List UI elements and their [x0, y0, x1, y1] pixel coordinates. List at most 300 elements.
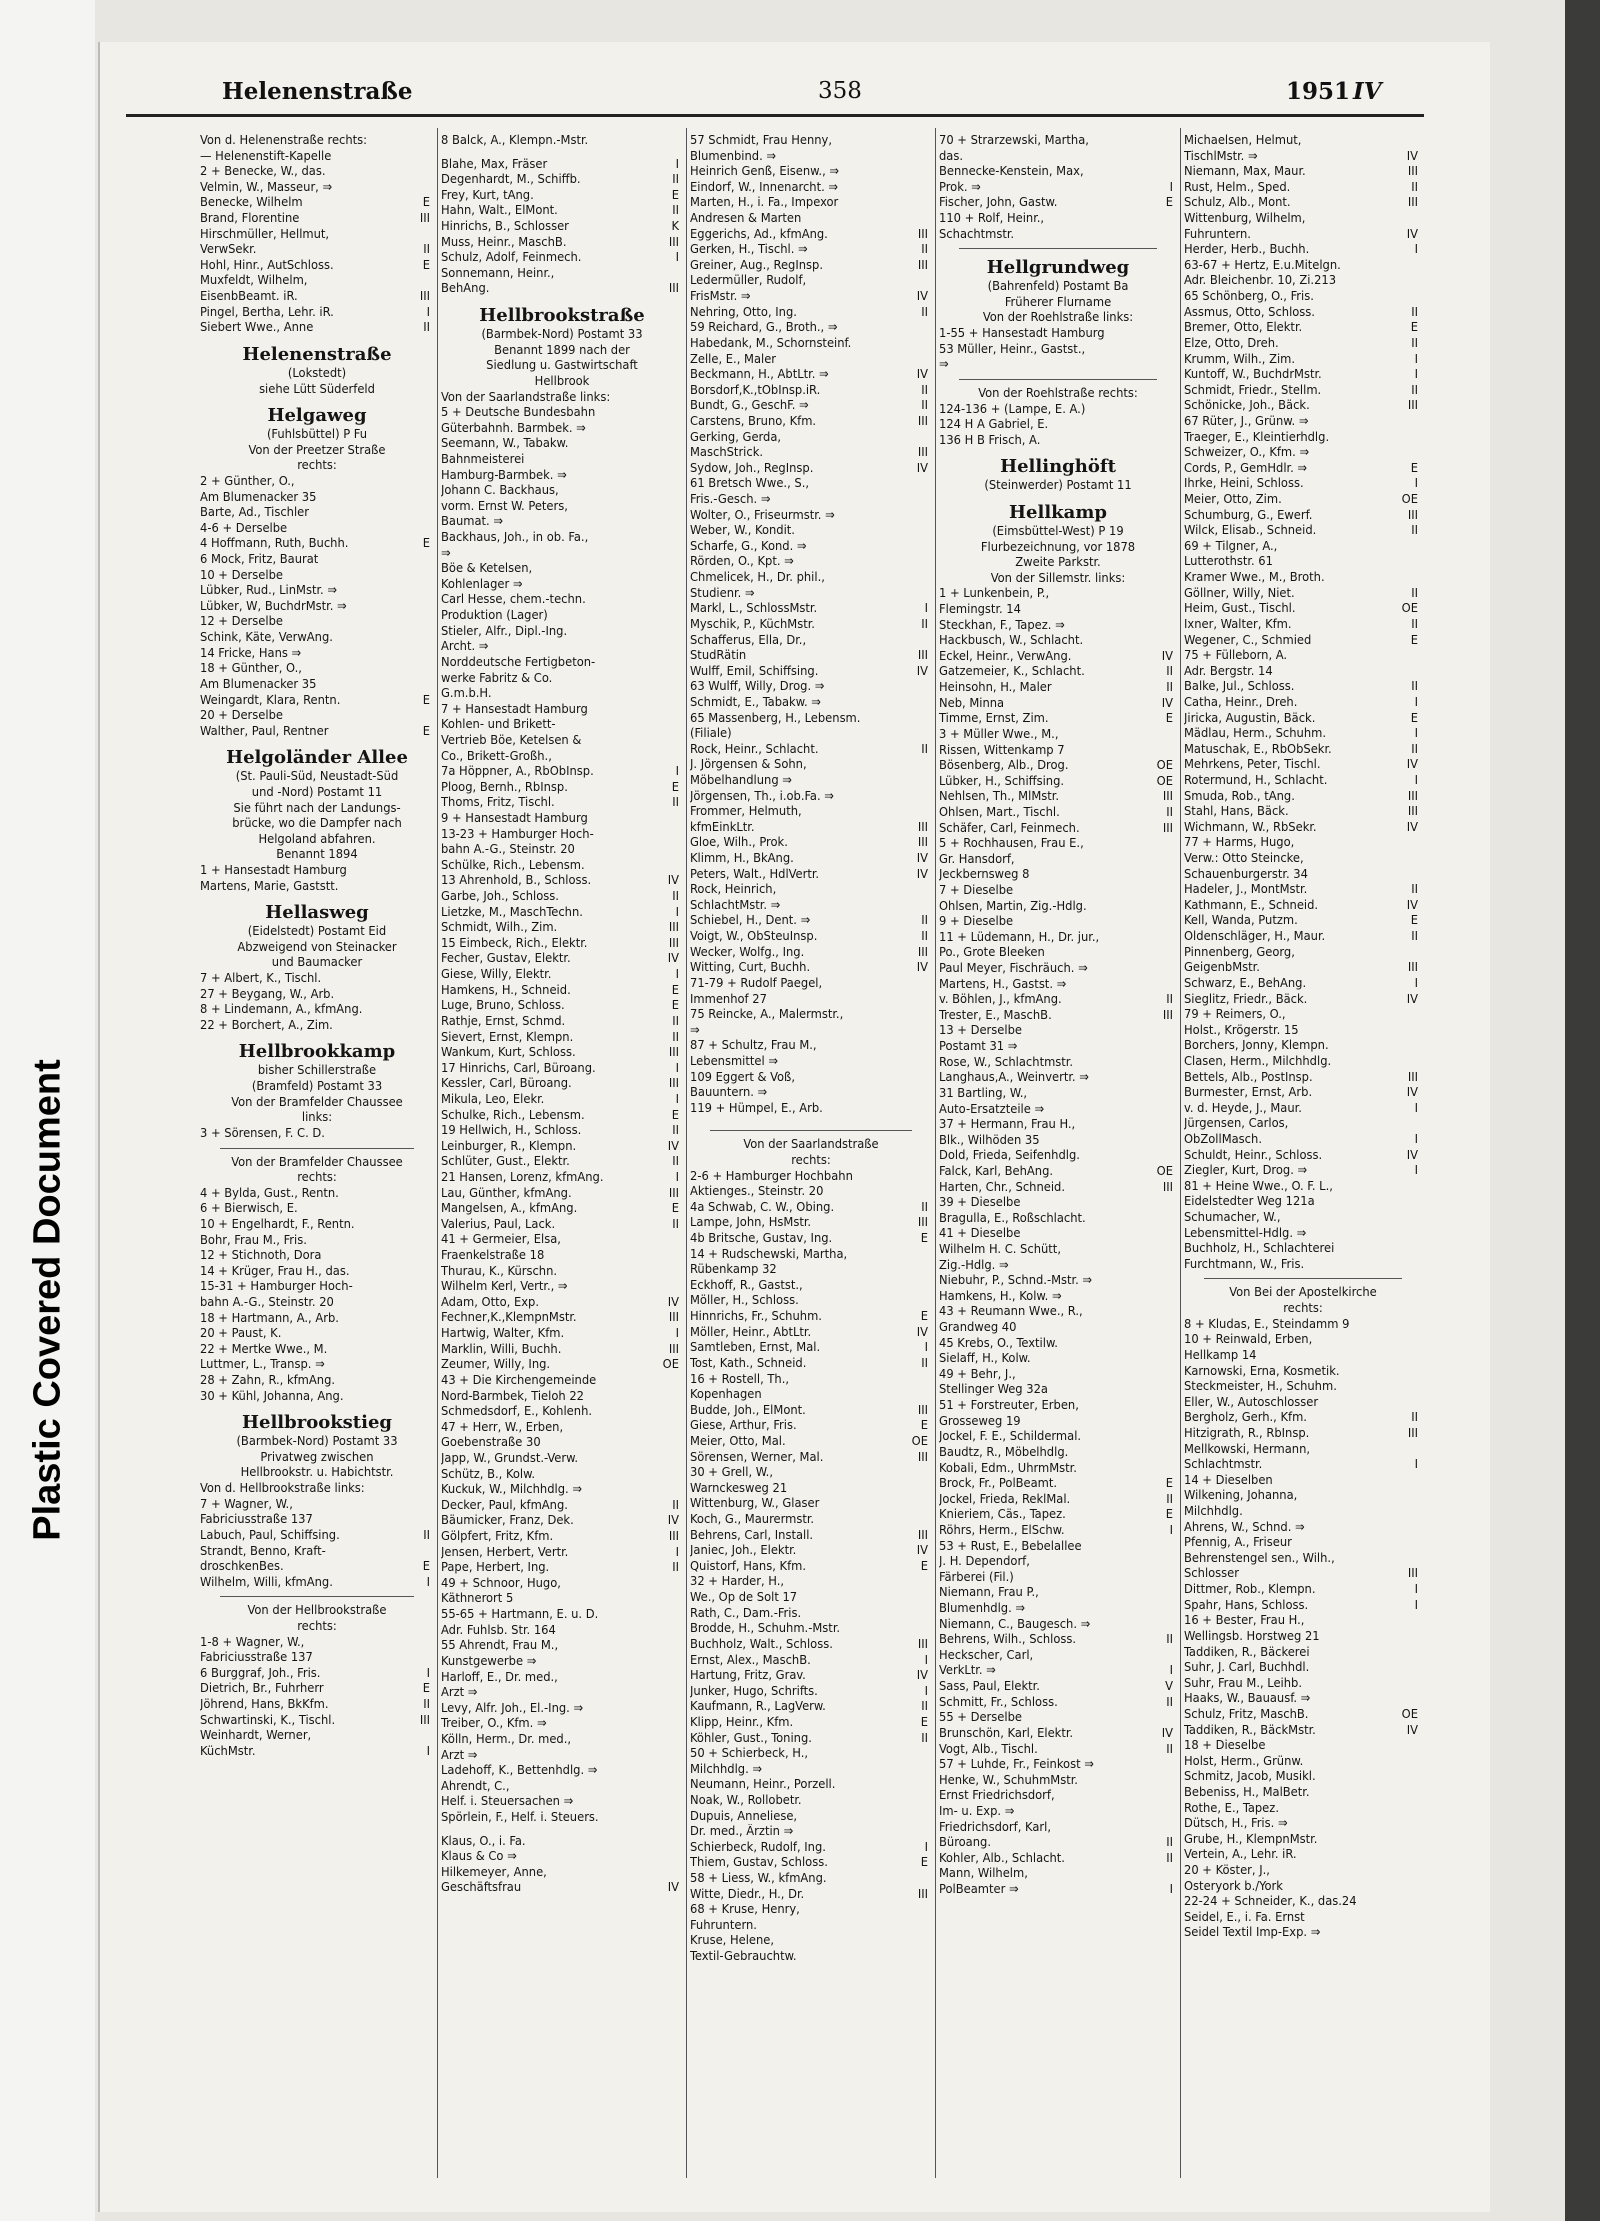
entry-text: Wittenburg, W., Glaser: [690, 1496, 820, 1512]
entry-text: Helenenstraße: [242, 343, 392, 365]
entry-text: Cords, P., GemHdlr. ⇒: [1184, 460, 1308, 476]
entry-text: Kobali, Edm., UhrmMstr.: [939, 1460, 1077, 1476]
directory-entry: [200, 1018, 434, 1034]
directory-entry: [1184, 1395, 1422, 1411]
floor-code: E: [1165, 195, 1173, 211]
floor-code: II: [1166, 1694, 1173, 1710]
directory-column-5: [1184, 133, 1422, 2221]
entry-text: Schulz, Alb., Mont.: [1184, 195, 1291, 211]
directory-entry: [1184, 1894, 1422, 1910]
entry-text: Steckmeister, H., Schuhm.: [1184, 1379, 1337, 1395]
directory-entry: [1184, 1645, 1422, 1661]
entry-text: Gr. Hansdorf,: [939, 851, 1015, 867]
directory-entry: [1184, 149, 1422, 165]
entry-text: Levy, Alfr. Joh., El.-Ing. ⇒: [441, 1700, 584, 1716]
directory-entry: [939, 961, 1177, 977]
entry-text: Abzweigend von Steinacker: [237, 939, 397, 955]
entry-text: Johann C. Backhaus,: [441, 483, 559, 499]
street-note: [939, 571, 1177, 587]
directory-entry: [441, 1654, 683, 1670]
entry-text: 13 + Derselbe: [939, 1023, 1022, 1039]
floor-code: I: [1169, 1881, 1173, 1897]
entry-text: Co., Brikett-Großh.,: [441, 748, 552, 764]
directory-entry: [690, 1387, 932, 1403]
entry-text: Bragulla, E., Roßschlacht.: [939, 1210, 1086, 1226]
entry-text: Bösenberg, Alb., Drog.: [939, 758, 1069, 774]
directory-entry: [1184, 882, 1422, 898]
directory-entry: [441, 530, 683, 546]
directory-entry: [939, 945, 1177, 961]
entry-text: Archt. ⇒: [441, 639, 489, 655]
directory-entry: [939, 180, 1177, 196]
directory-entry: [690, 242, 932, 258]
entry-text: 63-67 + Hertz, E.u.Mitelgn.: [1184, 257, 1341, 273]
directory-entry: [690, 1054, 932, 1070]
entry-text: Luttmer, L., Transp. ⇒: [200, 1357, 325, 1373]
directory-entry: [690, 1418, 932, 1434]
directory-entry: [1184, 336, 1422, 352]
entry-text: Junker, Hugo, Schrifts.: [690, 1683, 818, 1699]
entry-text: rechts:: [297, 458, 337, 474]
directory-entry: [690, 773, 932, 789]
entry-text: EisenbBeamt. iR.: [200, 289, 298, 305]
entry-text: VerwSekr.: [200, 242, 257, 258]
entry-text: (St. Pauli-Süd, Neustadt-Süd: [235, 769, 399, 785]
entry-text: Siedlung u. Gastwirtschaft: [486, 358, 638, 374]
directory-entry: [200, 1697, 434, 1713]
directory-entry: [441, 1529, 683, 1545]
directory-entry: [690, 1278, 932, 1294]
street-note: [200, 785, 434, 801]
floor-code: I: [426, 1665, 430, 1681]
entry-text: Hackbusch, W., Schlacht.: [939, 633, 1084, 649]
entry-text: Geschäftsfrau: [441, 1880, 522, 1896]
entry-text: Kell, Wanda, Putzm.: [1184, 913, 1298, 929]
entry-text: Bäumicker, Franz, Dek.: [441, 1513, 574, 1529]
entry-text: 43 + Reumann Wwe., R.,: [939, 1304, 1083, 1320]
directory-entry: [690, 601, 932, 617]
entry-text: Fechner,K.,KlempnMstr.: [441, 1310, 577, 1326]
floor-code: I: [924, 1683, 928, 1699]
entry-text: 8 + Lindemann, A., kfmAng.: [200, 1002, 363, 1018]
floor-code: E: [422, 1681, 430, 1697]
entry-text: Bauuntern. ⇒: [690, 1085, 768, 1101]
entry-text: 30 + Kühl, Johanna, Ang.: [200, 1388, 344, 1404]
directory-entry: [441, 1076, 683, 1092]
directory-entry: [1184, 773, 1422, 789]
floor-code: I: [675, 904, 679, 920]
entry-text: MaschStrick.: [690, 445, 764, 461]
floor-code: II: [1411, 741, 1418, 757]
directory-entry: [939, 1445, 1177, 1461]
directory-entry: [1184, 320, 1422, 336]
entry-text: 57 Schmidt, Frau Henny,: [690, 133, 833, 148]
directory-entry: [441, 936, 683, 952]
directory-entry: [939, 133, 1177, 149]
directory-entry: [1184, 1582, 1422, 1598]
floor-code: II: [921, 382, 928, 398]
directory-entry: [1184, 1007, 1422, 1023]
floor-code: I: [1414, 1100, 1418, 1116]
directory-entry: [939, 149, 1177, 165]
entry-text: 55 + Derselbe: [939, 1710, 1022, 1726]
directory-entry: [690, 430, 932, 446]
entry-text: Milchhdlg. ⇒: [690, 1761, 763, 1777]
directory-entry: [690, 789, 932, 805]
entry-text: Garbe, Joh., Schloss.: [441, 889, 559, 905]
entry-text: 68 + Kruse, Henry,: [690, 1902, 800, 1918]
directory-entry: [1184, 398, 1422, 414]
directory-entry: [939, 1757, 1177, 1773]
directory-entry: [939, 1055, 1177, 1071]
floor-code: III: [917, 1636, 928, 1652]
directory-entry: [690, 1637, 932, 1653]
floor-code: OE: [911, 1433, 928, 1449]
entry-text: Hellgrundweg: [986, 257, 1130, 279]
directory-entry: [690, 1293, 932, 1309]
entry-text: 27 + Beygang, W., Arb.: [200, 986, 335, 1002]
floor-code: III: [1162, 1007, 1173, 1023]
entry-text: 3 + Müller Wwe., M.,: [939, 726, 1059, 742]
entry-text: 30 + Grell, W.,: [690, 1465, 773, 1481]
entry-text: Pingel, Bertha, Lehr. iR.: [200, 304, 334, 320]
floor-code: III: [668, 281, 679, 297]
entry-text: Arzt ⇒: [441, 1685, 478, 1701]
directory-entry: [939, 1195, 1177, 1211]
entry-text: Labuch, Paul, Schiffsing.: [200, 1527, 340, 1543]
directory-entry: [690, 648, 932, 664]
entry-text: Von der Roehlstraße links:: [982, 310, 1134, 326]
directory-entry: [1184, 851, 1422, 867]
floor-code: OE: [1156, 1163, 1173, 1179]
entry-text: Fuhruntern.: [690, 1917, 757, 1933]
entry-text: Niebuhr, P., Schnd.-Mstr. ⇒: [939, 1273, 1093, 1289]
entry-text: Lübker, H., Schiffsing.: [939, 773, 1065, 789]
entry-text: Hellinghöft: [1000, 456, 1116, 478]
street-note: [939, 386, 1177, 402]
directory-entry: [939, 1429, 1177, 1445]
street-note: [939, 279, 1177, 295]
entry-text: 124 H A Gabriel, E.: [939, 417, 1049, 433]
directory-entry: [690, 1372, 932, 1388]
entry-text: Paul Meyer, Fischräuch. ⇒: [939, 961, 1088, 977]
directory-entry: [441, 1061, 683, 1077]
directory-entry: [441, 514, 683, 530]
directory-entry: [939, 1835, 1177, 1851]
street-note: [1184, 1285, 1422, 1301]
floor-code: E: [920, 1558, 928, 1574]
entry-text: Martens, Marie, Gaststt.: [200, 878, 339, 894]
floor-code: OE: [1401, 492, 1418, 508]
street-note: [200, 382, 434, 398]
entry-text: Jürgensen, Carlos,: [1184, 1116, 1289, 1132]
directory-entry: [1184, 929, 1422, 945]
floor-code: II: [1166, 1632, 1173, 1648]
directory-entry: [1184, 1488, 1422, 1504]
directory-entry: [200, 289, 434, 305]
directory-entry: [441, 1123, 683, 1139]
directory-entry: [200, 1342, 434, 1358]
floor-code: III: [917, 413, 928, 429]
directory-entry: [690, 929, 932, 945]
entry-text: Leinburger, R., Klempn.: [441, 1138, 577, 1154]
entry-text: Burmester, Ernst, Arb.: [1184, 1085, 1313, 1101]
entry-text: Adr. Fuhlsb. Str. 164: [441, 1622, 556, 1638]
floor-code: I: [675, 156, 679, 172]
directory-entry: [1184, 804, 1422, 820]
entry-text: Kuntoff, W., BuchdrMstr.: [1184, 367, 1322, 383]
directory-entry: [690, 273, 932, 289]
entry-text: Schülke, Rich., Lebensm.: [441, 857, 585, 873]
directory-entry: [441, 421, 683, 437]
directory-entry: [939, 1289, 1177, 1305]
entry-text: Stahl, Hans, Bäck.: [1184, 804, 1289, 820]
directory-entry: [939, 1008, 1177, 1024]
entry-text: Aktienges., Steinstr. 20: [690, 1184, 824, 1200]
entry-text: Möbelhandlung ⇒: [690, 772, 792, 788]
floor-code: II: [1411, 179, 1418, 195]
entry-text: Niemann, C., Baugesch. ⇒: [939, 1616, 1091, 1632]
entry-text: Sass, Paul, Elektr.: [939, 1679, 1040, 1695]
directory-entry: [1184, 711, 1422, 727]
floor-code: E: [920, 1309, 928, 1325]
entry-text: 31 Bartling, W.,: [939, 1085, 1028, 1101]
entry-text: 59 Reichard, G., Broth., ⇒: [690, 320, 838, 336]
directory-entry: [441, 483, 683, 499]
entry-text: Hilkemeyer, Anne,: [441, 1864, 547, 1880]
entry-text: 58 + Liess, W., kfmAng.: [690, 1871, 827, 1887]
entry-text: Sie führt nach der Landungs-: [233, 800, 401, 816]
directory-entry: [200, 552, 434, 568]
floor-code: II: [921, 913, 928, 929]
entry-text: Hellbrookstraße: [479, 305, 645, 327]
entry-text: Behrenstengel sen., Wilh.,: [1184, 1550, 1335, 1566]
entry-text: Goebenstraße 30: [441, 1435, 541, 1451]
entry-text: Holst, Herm., Grünw.: [1184, 1753, 1304, 1769]
entry-text: Hellbrook: [534, 373, 590, 389]
entry-text: 55 Ahrendt, Frau M.,: [441, 1638, 559, 1654]
directory-entry: [200, 1666, 434, 1682]
entry-text: 7a Höppner, A., RbObInsp.: [441, 764, 594, 780]
entry-text: Klaus, O., i. Fa.: [441, 1833, 526, 1849]
entry-text: 1 + Lunkenbein, P.,: [939, 586, 1050, 602]
entry-text: Behrens, Carl, Install.: [690, 1527, 814, 1543]
entry-text: Karnowski, Erna, Kosmetik.: [1184, 1363, 1340, 1379]
floor-code: E: [422, 195, 430, 211]
directory-entry: [1184, 1257, 1422, 1273]
directory-entry: [690, 1684, 932, 1700]
floor-code: I: [924, 1839, 928, 1855]
floor-code: K: [671, 219, 679, 235]
directory-entry: [939, 1086, 1177, 1102]
directory-entry: [200, 1279, 434, 1295]
directory-entry: [200, 1389, 434, 1405]
directory-entry: [441, 1467, 683, 1483]
directory-entry: [690, 1887, 932, 1903]
directory-entry: [441, 1357, 683, 1373]
floor-code: IV: [1406, 1722, 1418, 1738]
directory-entry: [690, 1169, 932, 1185]
floor-code: II: [921, 242, 928, 258]
directory-entry: [939, 1351, 1177, 1367]
directory-entry: [690, 960, 932, 976]
directory-entry: [939, 1273, 1177, 1289]
entry-text: 2 + Günther, O.,: [200, 473, 295, 489]
directory-entry: [441, 811, 683, 827]
entry-text: Harten, Chr., Schneid.: [939, 1179, 1066, 1195]
directory-entry: [200, 1248, 434, 1264]
directory-entry: [441, 546, 683, 562]
entry-text: 49 + Schnoor, Hugo,: [441, 1575, 561, 1591]
directory-entry: [1184, 664, 1422, 680]
directory-entry: [441, 1779, 683, 1795]
entry-text: Wilhelm Kerl, Vertr., ⇒: [441, 1279, 568, 1295]
directory-entry: [939, 227, 1177, 243]
directory-entry: [690, 1871, 932, 1887]
entry-text: Langhaus,A., Weinvertr. ⇒: [939, 1070, 1089, 1086]
directory-entry: [1184, 1023, 1422, 1039]
floor-code: II: [672, 1123, 679, 1139]
floor-code: II: [921, 1699, 928, 1715]
directory-entry: [1184, 742, 1422, 758]
entry-text: Luge, Bruno, Schloss.: [441, 998, 565, 1014]
entry-text: Valerius, Paul, Lack.: [441, 1216, 556, 1232]
directory-entry: [200, 1559, 434, 1575]
directory-entry: [690, 1309, 932, 1325]
directory-entry: [1184, 1241, 1422, 1257]
floor-code: I: [924, 601, 928, 617]
directory-entry: [690, 1007, 932, 1023]
directory-entry: [939, 836, 1177, 852]
entry-text: Blahe, Max, Fräser: [441, 156, 548, 172]
directory-entry: [690, 320, 932, 336]
entry-text: Früherer Flurname: [1004, 294, 1112, 310]
directory-entry: [939, 1320, 1177, 1336]
directory-entry: [690, 195, 932, 211]
floor-code: II: [672, 1029, 679, 1045]
entry-text: Gerken, H., Tischl. ⇒: [690, 242, 808, 258]
entry-text: Möller, Heinr., AbtLtr.: [690, 1324, 812, 1340]
entry-text: 53 Müller, Heinr., Gastst.,: [939, 341, 1086, 357]
entry-text: Kramer Wwe., M., Broth.: [1184, 570, 1325, 586]
street-note: [200, 1170, 434, 1186]
floor-code: I: [675, 1544, 679, 1560]
entry-text: 124-136 + (Lampe, E. A.): [939, 401, 1086, 417]
directory-entry: [690, 149, 932, 165]
floor-code: IV: [1406, 757, 1418, 773]
entry-text: und Baumacker: [271, 955, 363, 971]
entry-text: 49 + Behr, J.,: [939, 1366, 1016, 1382]
floor-code: IV: [667, 1513, 679, 1529]
directory-entry: [690, 726, 932, 742]
entry-text: Spörlein, F., Helf. i. Steuers.: [441, 1809, 599, 1825]
directory-entry: [1184, 679, 1422, 695]
floor-code: IV: [1406, 148, 1418, 164]
directory-entry: [1184, 1504, 1422, 1520]
entry-text: 6 + Bierwisch, E.: [200, 1201, 298, 1217]
street-note: [200, 458, 434, 474]
directory-entry: [939, 417, 1177, 433]
directory-entry: [1184, 1054, 1422, 1070]
floor-code: II: [672, 1560, 679, 1576]
entry-text: Röhrs, Herm., ElSchw.: [939, 1522, 1065, 1538]
entry-text: Janiec, Joh., Elektr.: [690, 1543, 797, 1559]
entry-text: Schink, Käte, VerwAng.: [200, 630, 333, 646]
floor-code: E: [1410, 632, 1418, 648]
floor-code: I: [924, 1340, 928, 1356]
directory-entry: [200, 1744, 434, 1760]
entry-text: 14 + Rudschewski, Martha,: [690, 1246, 848, 1262]
entry-text: 12 + Derselbe: [200, 614, 283, 630]
entry-text: Sonnemann, Heinr.,: [441, 265, 555, 281]
directory-entry: [441, 1732, 683, 1748]
entry-text: (Bramfeld) Postamt 33: [251, 1079, 383, 1095]
directory-entry: [690, 1200, 932, 1216]
entry-text: Norddeutsche Fertigbeton-: [441, 654, 596, 670]
floor-code: E: [422, 257, 430, 273]
directory-entry: [690, 133, 932, 149]
entry-text: Thoms, Fritz, Tischl.: [441, 795, 555, 811]
directory-entry: [939, 164, 1177, 180]
directory-entry: [441, 219, 683, 235]
entry-text: Arzt ⇒: [441, 1747, 478, 1763]
directory-entry: [441, 608, 683, 624]
directory-entry: [939, 342, 1177, 358]
floor-code: I: [1414, 772, 1418, 788]
directory-entry: [690, 1606, 932, 1622]
entry-text: Rübenkamp 32: [690, 1262, 777, 1278]
floor-code: I: [1169, 1663, 1173, 1679]
directory-entry: [441, 905, 683, 921]
directory-entry: [1184, 1332, 1422, 1348]
street-note: [441, 343, 683, 359]
floor-code: I: [675, 250, 679, 266]
entry-text: Jockel, F. E., Schildermal.: [939, 1429, 1082, 1445]
entry-text: Güterbahnh. Barmbek. ⇒: [441, 420, 586, 436]
entry-text: Sievert, Ernst, Klempn.: [441, 1029, 574, 1045]
entry-text: Carstens, Bruno, Kfm.: [690, 413, 817, 429]
directory-entry: [690, 1933, 932, 1949]
entry-text: G.m.b.H.: [441, 686, 492, 702]
entry-text: Witte, Diedr., H., Dr.: [690, 1886, 805, 1902]
directory-entry: [200, 474, 434, 490]
directory-entry: [200, 1233, 434, 1249]
entry-text: Schulz, Fritz, MaschB.: [1184, 1706, 1309, 1722]
entry-text: 79 + Reimers, O.,: [1184, 1007, 1286, 1023]
directory-entry: [939, 1117, 1177, 1133]
street-note: [200, 924, 434, 940]
entry-text: Nord-Barmbek, Tieloh 22: [441, 1388, 584, 1404]
entry-text: 18 + Dieselbe: [1184, 1738, 1266, 1754]
floor-code: II: [921, 616, 928, 632]
directory-entry: [200, 521, 434, 537]
entry-text: Pfennig, A., Friseur: [1184, 1535, 1292, 1551]
floor-code: II: [672, 1013, 679, 1029]
entry-text: We., Op de Solt 17: [690, 1590, 798, 1606]
directory-entry: [939, 1102, 1177, 1118]
directory-entry: [690, 1356, 932, 1372]
directory-entry: [200, 490, 434, 506]
floor-code: IV: [916, 1324, 928, 1340]
floor-code: I: [675, 1326, 679, 1342]
entry-text: Hinrichs, B., Schlosser: [441, 219, 569, 235]
floor-code: II: [1166, 992, 1173, 1008]
floor-code: E: [671, 1107, 679, 1123]
floor-code: III: [1407, 1425, 1418, 1441]
floor-code: III: [1407, 960, 1418, 976]
entry-text: Eckhoff, R., Gastst.,: [690, 1277, 803, 1293]
directory-entry: [1184, 1863, 1422, 1879]
